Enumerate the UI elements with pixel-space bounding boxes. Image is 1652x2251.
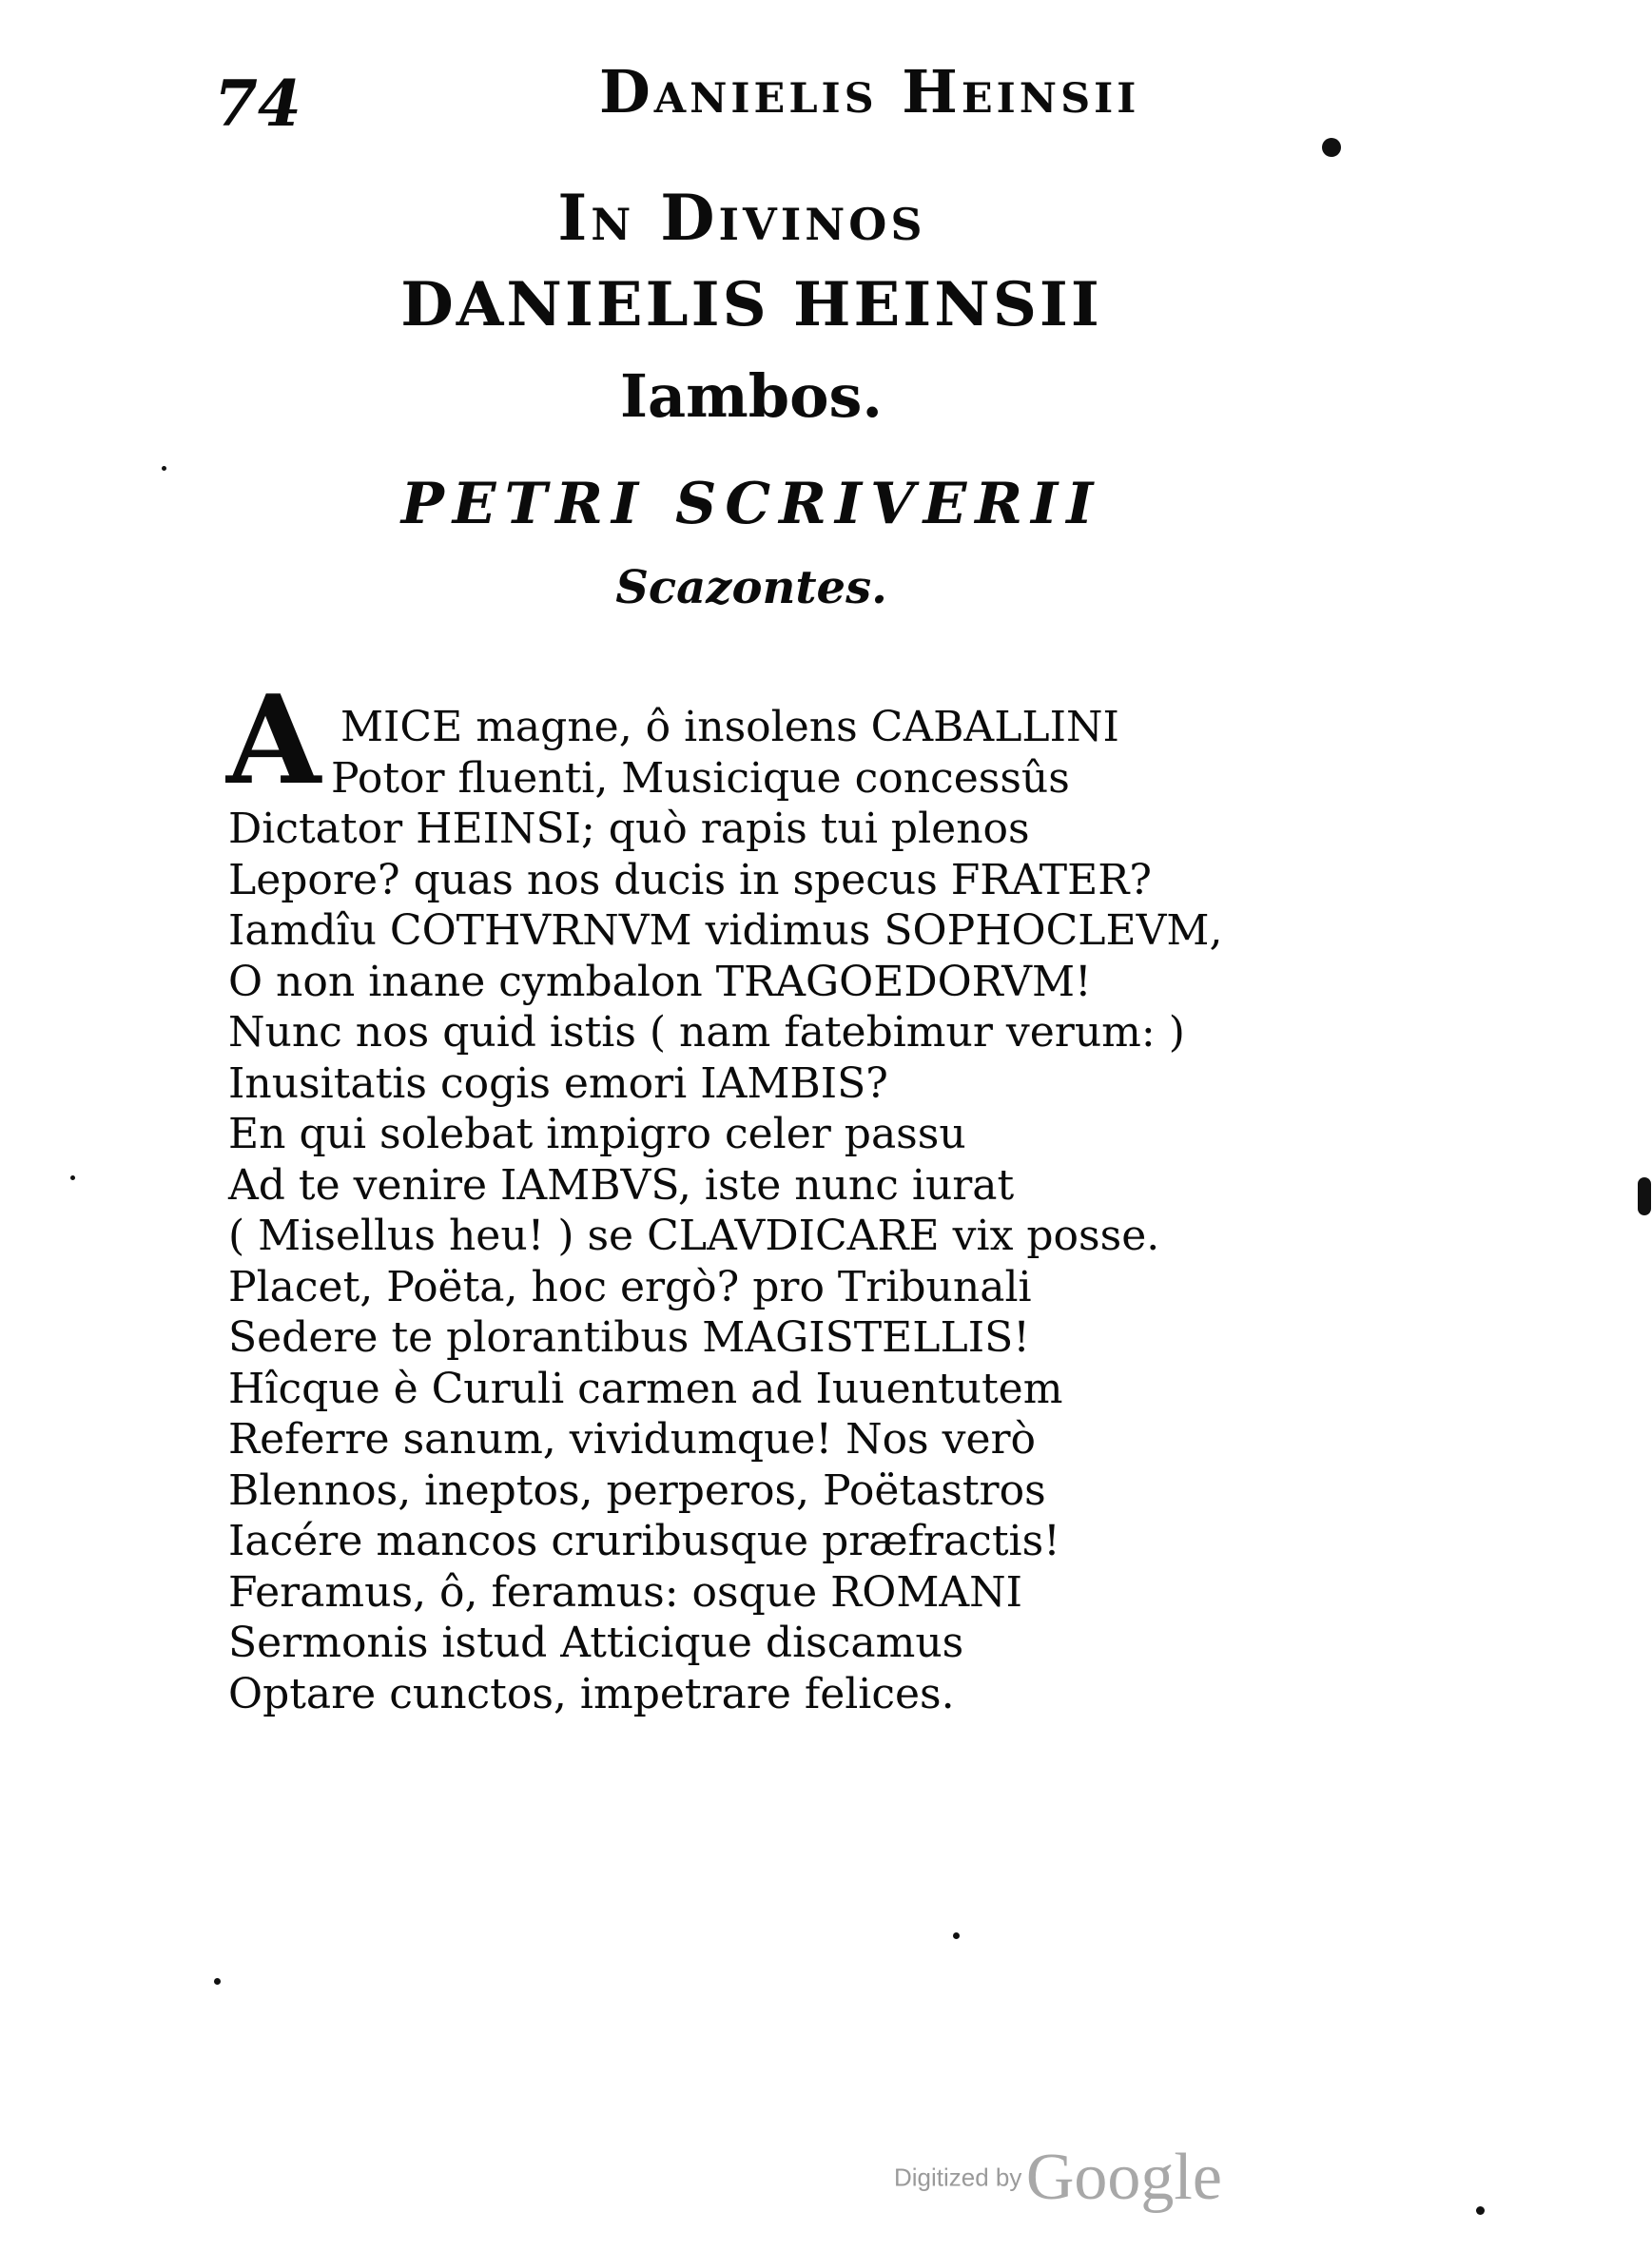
- title-line-2: DANIELIS HEINSII: [400, 269, 1102, 340]
- title-line-3: Iambos.: [620, 361, 883, 431]
- poem-line: O non inane cymbalon TRAGOEDORVM!: [228, 957, 1092, 1006]
- poem-line: Referre sanum, vividumque! Nos verò: [228, 1415, 1037, 1464]
- ink-speck: [162, 466, 166, 471]
- poem-line: Blennos, ineptos, perperos, Poëtastros: [228, 1465, 1046, 1515]
- ink-speck: [1476, 2206, 1485, 2215]
- poem-line: Iamdîu COTHVRNVM vidimus SOPHOCLEVM,: [228, 906, 1223, 955]
- digitized-by-label: Digitized by: [894, 2163, 1022, 2192]
- poem-line: ( Misellus heu! ) se CLAVDICARE vix posse.: [228, 1212, 1160, 1260]
- author-heading: PETRI SCRIVERII: [400, 471, 1102, 537]
- poem-line: Dictator HEINSI; quò rapis tui plenos: [228, 805, 1030, 853]
- ink-speck: [70, 1175, 75, 1180]
- poem-line: Feramus, ô, feramus: osque ROMANI: [228, 1567, 1023, 1617]
- ink-speck: [953, 1932, 960, 1939]
- running-head: Danielis Heinsii: [599, 57, 1140, 126]
- page-number: 74: [214, 67, 301, 141]
- poem-line: Placet, Poëta, hoc ergò? pro Tribunali: [228, 1262, 1032, 1311]
- meter-subtitle: Scazontes.: [615, 561, 887, 614]
- ink-speck: [1638, 1177, 1651, 1215]
- poem-line: En qui solebat impigro celer passu: [228, 1110, 966, 1158]
- poem-line: Optare cunctos, impetrare felices.: [228, 1669, 955, 1718]
- poem-body: [228, 702, 1222, 1719]
- poem-line: Potor fluenti, Musicique concessûs: [331, 753, 1070, 803]
- poem-line: Nunc nos quid istis ( nam fatebimur verum: ): [228, 1008, 1185, 1057]
- poem-line: Sermonis istud Atticique discamus: [228, 1619, 964, 1667]
- poem-line: Iacére mancos cruribusque præfractis!: [228, 1517, 1060, 1565]
- ink-speck: [1322, 138, 1341, 157]
- drop-cap-initial: A: [226, 669, 321, 812]
- google-logo: Google: [1025, 2141, 1222, 2214]
- poem-line: Ad te venire IAMBVS, iste nunc iurat: [228, 1160, 1015, 1210]
- title-line-1: In Divinos: [557, 181, 926, 255]
- poem-line: Inusitatis cogis emori IAMBIS?: [228, 1058, 888, 1108]
- poem-line: Lepore? quas nos ducis in specus FRATER?: [228, 855, 1152, 904]
- poem-line: Hîcque è Curuli carmen ad Iuuentutem: [228, 1364, 1063, 1413]
- ink-speck: [214, 1978, 221, 1985]
- digitized-by-watermark: [894, 2140, 1222, 2216]
- poem-line: Sedere te plorantibus MAGISTELLIS!: [228, 1313, 1030, 1362]
- poem-line: MICE magne, ô insolens CABALLINI: [340, 703, 1119, 751]
